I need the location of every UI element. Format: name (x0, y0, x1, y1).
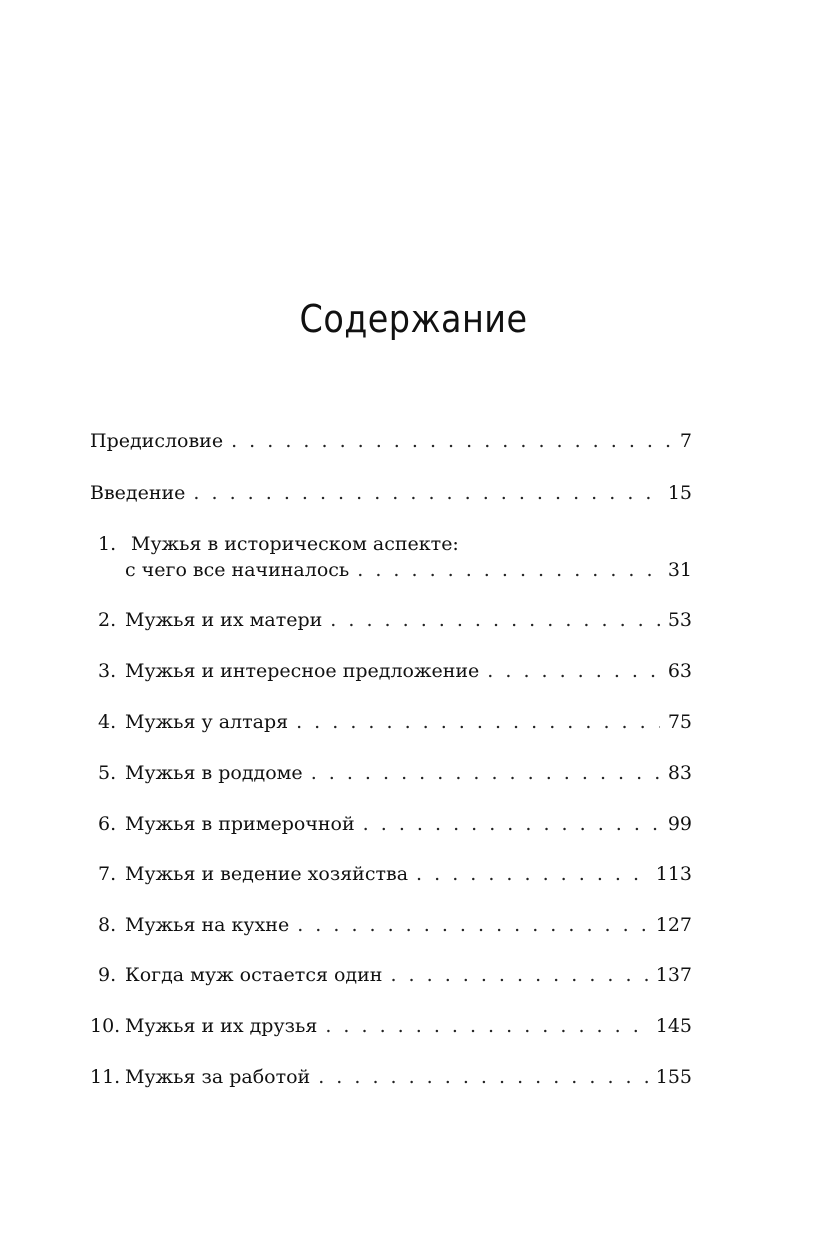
page-title: Содержание (299, 297, 528, 342)
toc-entry-label-line1: Мужья в историческом аспекте: (131, 533, 459, 555)
toc-leader-dots (297, 912, 648, 938)
toc-leader-dots (193, 480, 659, 506)
toc-entry-3[interactable] (98, 658, 692, 684)
toc-entry-11[interactable] (90, 1064, 692, 1090)
toc-entry-4[interactable] (98, 709, 692, 735)
toc-leader-dots (231, 428, 672, 454)
toc-entry-number: 6. (98, 813, 117, 835)
toc-entry-number: 7. (98, 863, 117, 885)
toc-entry-label: Введение (90, 482, 186, 504)
toc-entry-label: Когда муж остается один (125, 964, 383, 986)
toc-entry-page: 155 (655, 1066, 692, 1088)
toc-entry-label: Мужья и их друзья (125, 1015, 318, 1037)
toc-entry-8[interactable] (98, 912, 692, 938)
toc-entry-5[interactable] (98, 760, 692, 786)
toc-entry-page: 31 (667, 559, 692, 581)
toc-entry-9[interactable] (98, 962, 692, 988)
toc-entry-page: 53 (667, 609, 692, 631)
toc-entry-page: 99 (667, 813, 692, 835)
toc-leader-dots (416, 861, 648, 887)
toc-leader-dots (357, 557, 660, 583)
toc-entry-6[interactable] (98, 811, 692, 837)
toc-entry-number: 11. (90, 1066, 121, 1088)
toc-leader-dots (487, 658, 660, 684)
toc-entry-preface[interactable] (90, 428, 692, 454)
toc-entry-page: 145 (655, 1015, 692, 1037)
toc-entry-label: Мужья и их матери (125, 609, 323, 631)
toc-leader-dots (330, 607, 660, 633)
toc-entry-number: 8. (98, 914, 117, 936)
toc-entry-page: 137 (655, 964, 692, 986)
toc-entry-number: 2. (98, 609, 117, 631)
toc-entry-number: 9. (98, 964, 117, 986)
toc-entry-page: 63 (667, 660, 692, 682)
toc-entry-2[interactable] (98, 607, 692, 633)
toc-entry-number: 10. (90, 1015, 121, 1037)
toc-entry-label: Мужья на кухне (125, 914, 290, 936)
toc-entry-number: 1. (98, 533, 117, 555)
toc-entry-page: 15 (667, 482, 692, 504)
toc-entry-1-first-line[interactable] (98, 531, 459, 557)
toc-entry-page: 83 (667, 762, 692, 784)
toc-entry-label: Мужья и интересное предложение (125, 660, 480, 682)
toc-leader-dots (318, 1064, 648, 1090)
toc-entry-number: 5. (98, 762, 117, 784)
toc-entry-1[interactable] (125, 557, 692, 583)
toc-leader-dots (390, 962, 647, 988)
toc-entry-page: 7 (679, 430, 692, 452)
toc-entry-introduction[interactable] (90, 480, 692, 506)
toc-entry-label: Предисловие (90, 430, 224, 452)
toc-entry-label: Мужья в роддоме (125, 762, 303, 784)
toc-entry-number: 4. (98, 711, 117, 733)
toc-entry-label: Мужья у алтаря (125, 711, 289, 733)
toc-entry-number: 3. (98, 660, 117, 682)
toc-entry-label: с чего все начиналось (125, 559, 350, 581)
toc-entry-label: Мужья за работой (125, 1066, 311, 1088)
toc-leader-dots (325, 1013, 647, 1039)
toc-leader-dots (296, 709, 660, 735)
toc-leader-dots (311, 760, 660, 786)
toc-entry-page: 127 (655, 914, 692, 936)
toc-entry-label: Мужья в примерочной (125, 813, 355, 835)
toc-entry-page: 113 (655, 863, 692, 885)
toc-entry-label: Мужья и ведение хозяйства (125, 863, 409, 885)
toc-entry-7[interactable] (98, 861, 692, 887)
toc-leader-dots (363, 811, 660, 837)
toc-entry-10[interactable] (90, 1013, 692, 1039)
toc-entry-page: 75 (667, 711, 692, 733)
